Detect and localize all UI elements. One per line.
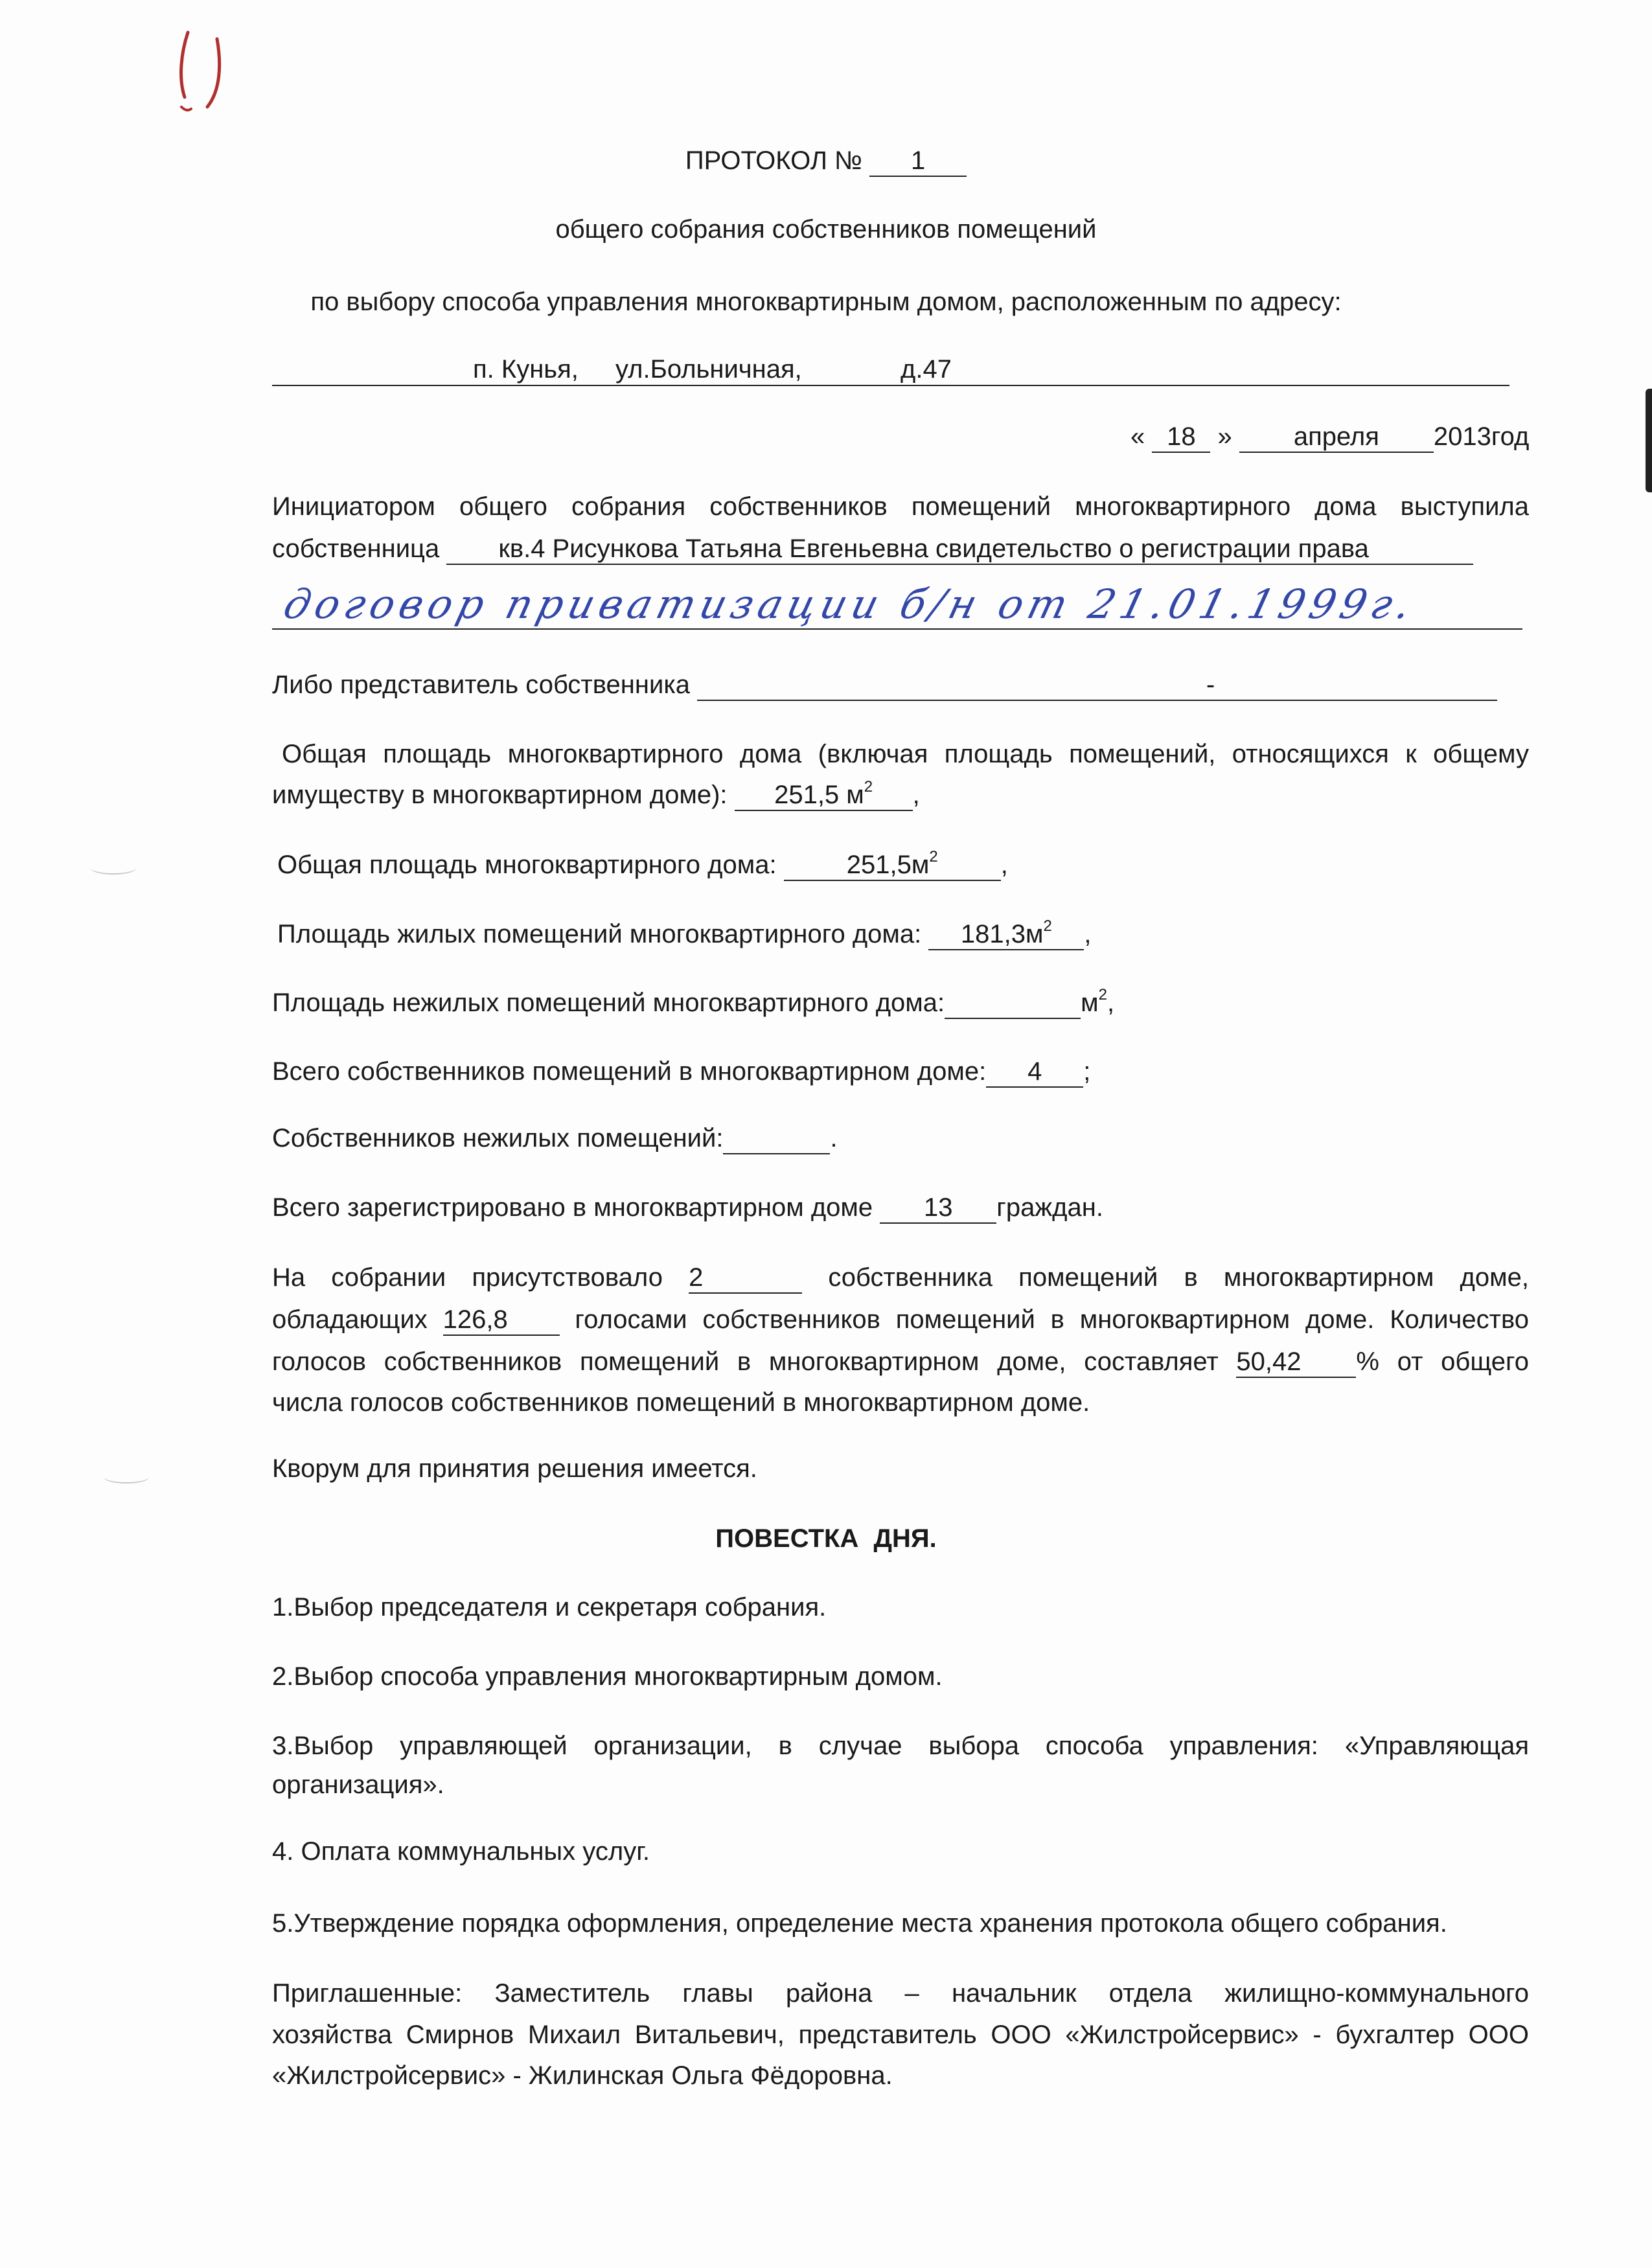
attendance-line4: числа голосов собственников помещений в многоквартирном доме. xyxy=(272,1388,1090,1417)
nonliving-area-line: Площадь нежилых помещений многоквартирного дома: $м^2$, xyxy=(272,987,1114,1019)
initiator-owner: кв.4 Рисункова Татьяна Евгеньевна свидетельство о регистрации права xyxy=(498,534,1369,563)
agenda-item: 5.Утверждение порядка оформления, определение места хранения протокола общего собрания. xyxy=(272,1909,1447,1938)
attendance-votes: 126,8 xyxy=(443,1305,560,1336)
agenda-item: 3.Выбор управляющей организации, в случае выбора способа управления: «Управляющая xyxy=(272,1732,1529,1760)
date-month: апреля xyxy=(1239,422,1434,453)
initiator-line1: Инициатором общего собрания собственников помещений многоквартирного дома выступила xyxy=(272,492,1529,521)
registered-value: 13 xyxy=(880,1193,996,1224)
total-area-value: 251,5м xyxy=(846,851,930,879)
scan-mark xyxy=(104,1471,149,1483)
agenda-item: 4. Оплата коммунальных услуг. xyxy=(272,1837,650,1866)
attendance-line2: обладающих 126,8 голосами собственников помещений в многоквартирном доме. Количество xyxy=(272,1304,1529,1336)
meeting-date: « 18 » апреля 2013год xyxy=(1130,421,1529,453)
invited-line1: Приглашенные: Заместитель главы района – начальник отдела жилищно-коммунального xyxy=(272,1979,1529,2008)
attendance-line3: голосов собственников помещений в многоквартирном доме, составляет 50,42 % от общего xyxy=(272,1346,1529,1378)
address-line xyxy=(272,354,1509,386)
date-day: 18 xyxy=(1152,422,1210,453)
agenda-item-continued: организация». xyxy=(272,1770,444,1799)
owners-total-value: 4 xyxy=(986,1057,1083,1088)
corner-mark-handwritten xyxy=(162,26,240,117)
total-area-incl-line1: Общая площадь многоквартирного дома (включая площадь помещений, относящихся к общему xyxy=(282,740,1529,768)
owners-nonliving-blank xyxy=(723,1123,830,1154)
attendance-line1: На собрании присутствовало 2 собственника помещений в многоквартирном доме, xyxy=(272,1262,1529,1294)
attendance-owners-count: 2 xyxy=(689,1263,802,1294)
quorum-statement: Кворум для принятия решения имеется. xyxy=(272,1454,757,1483)
scan-mark xyxy=(91,862,136,875)
subtitle-purpose: по выбору способа управления многоквартирным домом, расположенным по адресу: xyxy=(310,288,1342,316)
invited-line2: хозяйства Смирнов Михаил Витальевич, представитель ООО «Жилстройсервис» - бухгалтер ООО xyxy=(272,2021,1529,2049)
scan-edge xyxy=(1646,389,1652,492)
address-settlement: п. Кунья, xyxy=(473,355,579,384)
total-area-incl-value: 251,5 м xyxy=(774,781,864,809)
representative-line: Либо представитель собственника - xyxy=(272,669,1497,701)
invited-line3: «Жилстройсервис» - Жилинская Ольга Фёдоровна. xyxy=(272,2061,893,2090)
address-street: ул.Больничная, xyxy=(615,355,802,384)
title-prefix: ПРОТОКОЛ № xyxy=(685,146,863,175)
registered-line: Всего зарегистрировано в многоквартирном доме 13 граждан. xyxy=(272,1192,1103,1224)
protocol-number: 1 xyxy=(869,146,967,177)
agenda-item: 1.Выбор председателя и секретаря собрания. xyxy=(272,1593,827,1621)
owners-total-line: Всего собственников помещений в многоквартирном доме: 4 ; xyxy=(272,1056,1090,1088)
initiator-line2: собственница кв.4 Рисункова Татьяна Евгеньевна свидетельство о регистрации права xyxy=(272,533,1473,565)
address-house: д.47 xyxy=(901,355,952,384)
representative-value: - xyxy=(1206,670,1215,699)
total-area-incl-line2: имуществу в многоквартирном доме): 251,5 $м^2$ , xyxy=(272,779,920,811)
subtitle-owners: общего собрания собственников помещений xyxy=(555,215,1097,244)
date-year: 2013год xyxy=(1433,422,1530,451)
living-area-line: Площадь жилых помещений многоквартирного дома: $181,3м^2$ , xyxy=(277,919,1092,950)
total-area-line: Общая площадь многоквартирного дома: $251,5м^2$ , xyxy=(277,849,1008,881)
living-area-value: 181,3м xyxy=(960,920,1044,948)
agenda-item: 2.Выбор способа управления многоквартирным домом. xyxy=(272,1662,943,1691)
agenda-title: ПОВЕСТКА ДНЯ. xyxy=(715,1524,937,1553)
owners-nonliving-line: Собственников нежилых помещений: . xyxy=(272,1123,838,1154)
protocol-title xyxy=(0,145,1652,177)
handwritten-line xyxy=(272,580,1522,630)
attendance-percent: 50,42 xyxy=(1236,1347,1356,1378)
nonliving-area-blank xyxy=(945,988,1081,1019)
handwritten-document-ref: договор приватизации б/н от 21.01.1999г. xyxy=(279,580,1421,628)
